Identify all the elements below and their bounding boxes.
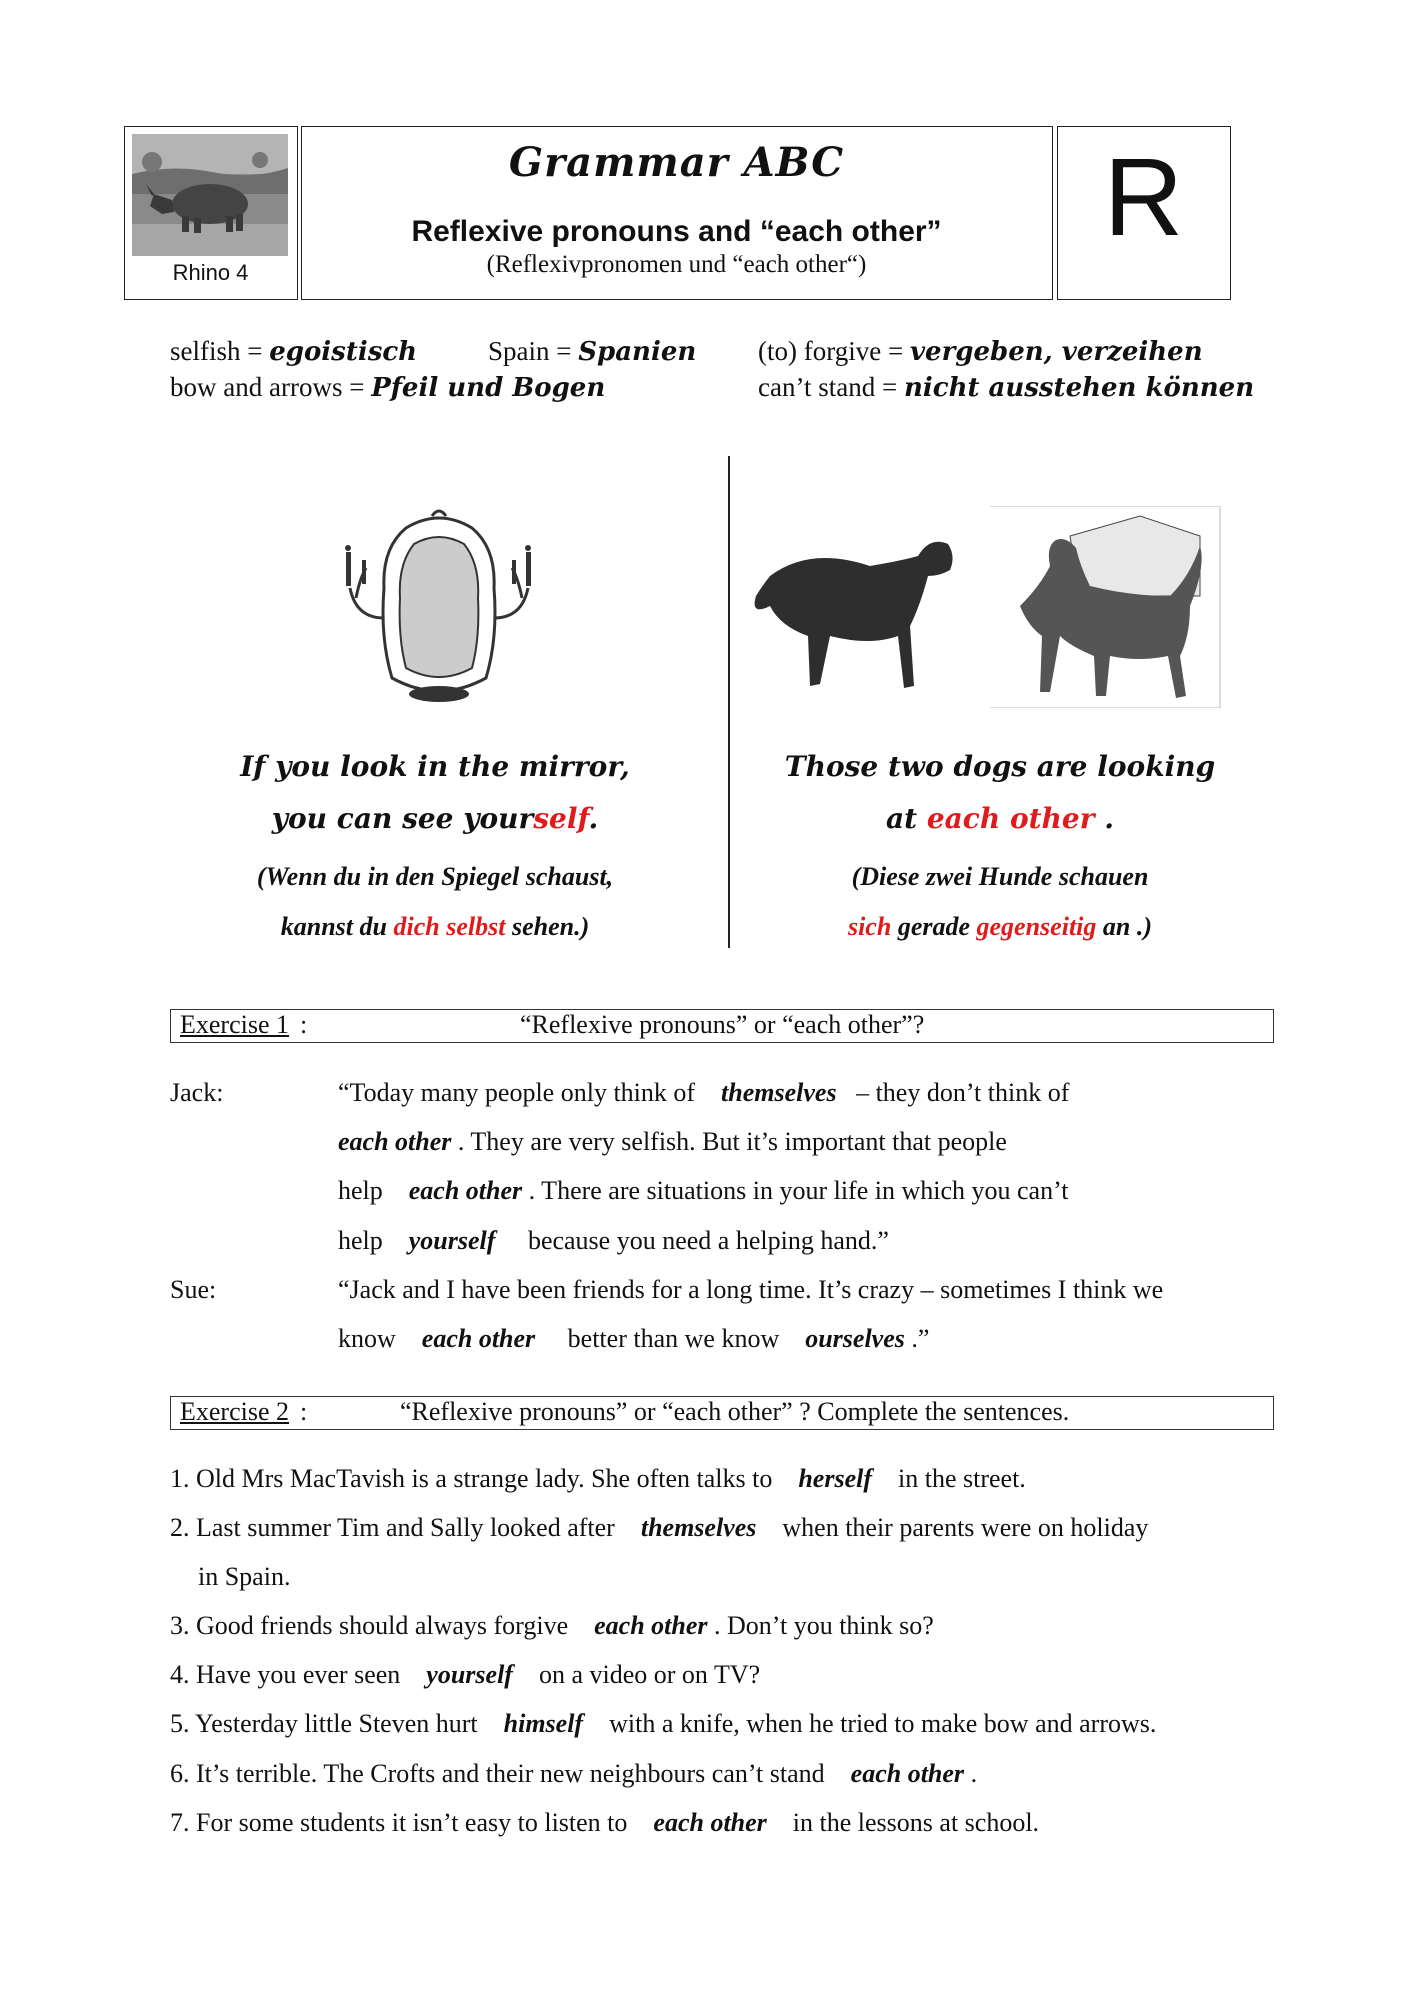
exercise1-line	[338, 1078, 1069, 1108]
mirror-german-end: sehen.)	[505, 912, 590, 941]
text: because you need a helping hand.”	[527, 1226, 889, 1255]
text: with a knife, when he tried to make bow and arrows.	[609, 1709, 1157, 1738]
answer: yourself	[426, 1660, 513, 1689]
vocab-de: egoistisch	[269, 337, 418, 367]
exercise2-question: “Reflexive pronouns” or “each other” ? Complete the sentences.	[400, 1397, 1070, 1426]
text: 1. Old Mrs MacTavish is a strange lady. She often talks to	[170, 1464, 773, 1493]
text: know	[338, 1324, 396, 1353]
mirror-caption-period: .	[588, 802, 599, 835]
page-subtitle: Reflexive pronouns and “each other”	[411, 215, 942, 248]
exercise1-line	[338, 1176, 1069, 1206]
answer: each other	[408, 1176, 523, 1205]
text: .”	[911, 1324, 930, 1353]
vocab-bow-arrows	[170, 372, 605, 403]
text: 7. For some students it isn’t easy to listen to	[170, 1808, 628, 1837]
exercise2-colon: :	[300, 1397, 308, 1426]
vocab-forgive	[758, 336, 1203, 367]
answer: each other	[338, 1127, 452, 1156]
dogs-caption-line2	[740, 802, 1260, 835]
dogs-caption-line1: Those two dogs are looking	[784, 750, 1216, 783]
text: “Jack and I have been friends for a long time. It’s crazy – sometimes I think we	[338, 1275, 1164, 1304]
vocab-selfish	[170, 336, 417, 367]
text: when their parents were on holiday	[782, 1513, 1149, 1542]
text: 6. It’s terrible. The Crofts and their new neighbours can’t stand	[170, 1759, 825, 1788]
mirror-caption-line2	[170, 802, 700, 835]
answer: ourselves	[805, 1324, 905, 1353]
exercise2-item-5	[170, 1709, 1156, 1739]
answer: themselves	[721, 1078, 837, 1107]
mirror-german-line2	[170, 912, 700, 942]
vocab-en: (to) forgive =	[758, 336, 910, 366]
text: better than we know	[567, 1324, 780, 1353]
exercise2-item-4	[170, 1660, 760, 1690]
vocab-de: Pfeil und Bogen	[371, 373, 606, 403]
exercise1-line	[338, 1324, 929, 1354]
speaker-jack: Jack:	[170, 1078, 224, 1107]
dogs-german-line1: (Diese zwei Hunde schauen	[851, 862, 1149, 891]
exercise2-item-1	[170, 1464, 1026, 1494]
answer: each other	[421, 1324, 536, 1353]
vocab-en: selfish =	[170, 336, 270, 366]
page-title: Grammar ABC	[508, 139, 845, 186]
vocab-spain	[488, 336, 696, 367]
mirror-german-text: kannst du	[280, 912, 394, 941]
vocab-cant-stand	[758, 372, 1254, 403]
answer: each other	[653, 1808, 767, 1837]
text: in the lessons at school.	[792, 1808, 1040, 1837]
answer: himself	[503, 1709, 584, 1738]
mirror-german-highlight: dich selbst	[393, 912, 506, 941]
dogs-german-highlight2: gegenseitig	[976, 912, 1097, 941]
text: 4. Have you ever seen	[170, 1660, 401, 1689]
vocab-en: can’t stand =	[758, 372, 904, 402]
vocab-de: nicht ausstehen können	[903, 373, 1255, 403]
title-box	[301, 126, 1053, 300]
vocab-en: Spain =	[488, 336, 579, 366]
dogs-caption-period: .	[1094, 802, 1114, 835]
exercise1-line	[338, 1226, 889, 1256]
text: 5. Yesterday little Steven hurt	[170, 1709, 478, 1738]
text: 2. Last summer Tim and Sally looked after	[170, 1513, 615, 1542]
vocab-en: bow and arrows =	[170, 372, 372, 402]
letter-box	[1057, 126, 1231, 300]
text: help	[338, 1226, 383, 1255]
vocab-de: vergeben, verzeihen	[909, 337, 1203, 367]
dogs-caption-text: at	[886, 802, 927, 835]
text: . They are very selfish. But it’s important that people	[457, 1127, 1007, 1156]
exercise2-item-2	[170, 1513, 1148, 1543]
rhino-image	[132, 134, 288, 256]
exercise2-item-2-cont	[198, 1562, 290, 1592]
answer: themselves	[640, 1513, 757, 1542]
text: – they don’t think of	[856, 1078, 1070, 1107]
text: . Don’t you think so?	[714, 1611, 934, 1640]
exercise1-header	[170, 1009, 1274, 1043]
dogs-german-end: an .)	[1096, 912, 1153, 941]
text: 3. Good friends should always forgive	[170, 1611, 569, 1640]
exercise1-label: Exercise 1	[180, 1010, 290, 1039]
dogs-german-text: gerade	[891, 912, 977, 941]
text: .	[970, 1759, 978, 1788]
exercise1-question: “Reflexive pronouns” or “each other”?	[520, 1010, 925, 1039]
text: “Today many people only think of	[338, 1078, 696, 1107]
vocab-de: Spanien	[578, 337, 697, 367]
answer: each other	[850, 1759, 965, 1788]
exercise1-colon: :	[300, 1010, 308, 1039]
exercise2-header	[170, 1396, 1274, 1430]
exercise2-label: Exercise 2	[180, 1397, 290, 1426]
chapter-letter: R	[1103, 136, 1184, 259]
exercise2-item-7	[170, 1808, 1039, 1838]
dogs-caption-highlight: each other	[926, 802, 1095, 835]
exercise2-item-6	[170, 1759, 977, 1789]
text: on a video or on TV?	[538, 1660, 761, 1689]
dogs-image	[750, 506, 1224, 708]
text: . There are situations in your life in which you can’t	[528, 1176, 1069, 1205]
exercise1-line	[338, 1275, 1163, 1305]
rhino-label: Rhino 4	[172, 260, 249, 285]
answer: herself	[798, 1464, 873, 1493]
answer: each other	[594, 1611, 708, 1640]
exercise2-item-3	[170, 1611, 934, 1641]
mirror-german-line1: (Wenn du in den Spiegel schaust,	[256, 862, 614, 891]
mirror-icon	[336, 508, 542, 710]
text: in the street.	[898, 1464, 1026, 1493]
dogs-german-highlight: sich	[847, 912, 892, 941]
column-divider	[728, 456, 730, 948]
rhino-box	[124, 126, 298, 300]
text: help	[338, 1176, 383, 1205]
mirror-caption-line1: If you look in the mirror,	[240, 750, 630, 783]
page-subtitle-german: (Reflexivpronomen und “each other“)	[486, 251, 867, 278]
mirror-caption-text: you can see your	[271, 802, 534, 835]
dogs-german-line2	[740, 912, 1260, 942]
mirror-caption-highlight: self	[533, 802, 589, 835]
text: in Spain.	[198, 1562, 291, 1591]
exercise1-line	[338, 1127, 1007, 1157]
speaker-sue: Sue:	[170, 1275, 217, 1304]
answer: yourself	[408, 1226, 496, 1255]
